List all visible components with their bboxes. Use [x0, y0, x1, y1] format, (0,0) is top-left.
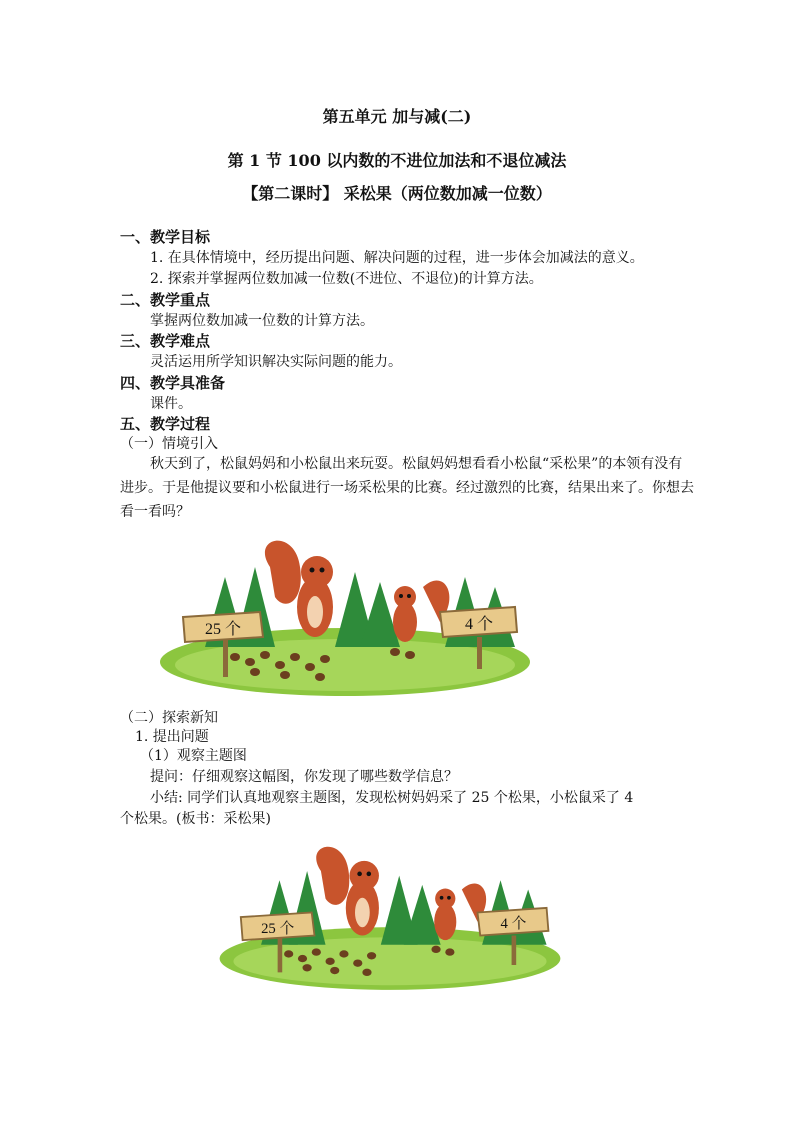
intro-heading: （一）情境引入 [120, 436, 218, 452]
key-heading: 二、教学重点 [120, 291, 211, 309]
squirrel-scene-image-1 [155, 527, 535, 697]
key-text: 掌握两位数加减一位数的计算方法。 [150, 313, 374, 329]
tools-text: 课件。 [150, 396, 192, 412]
section-title: 第 1 节 100 以内数的不进位加法和不退位减法 [227, 151, 567, 170]
intro-paragraph: 秋天到了，松鼠妈妈和小松鼠出来玩耍。松鼠妈妈想看看小松鼠“采松果”的本领有没有进步。于是他提议要和小松鼠进行一场采松果的比赛。经过激烈的比赛，结果出来了。你想去看一看吗？ [120, 456, 694, 520]
unit-title: 第五单元 加与减(二) [322, 107, 472, 126]
right-sign-label-2: 4 个 [500, 916, 527, 933]
squirrel-scene-image-2 [215, 830, 565, 995]
right-sign-label: 4 个 [464, 616, 494, 633]
step-1: 1. 提出问题 [135, 729, 209, 745]
goals-heading: 一、教学目标 [120, 228, 211, 246]
goal-item-1: 1. 在具体情境中，经历提出问题、解决问题的过程，进一步体会加减法的意义。 [150, 250, 644, 266]
step-1-1: （1）观察主题图 [140, 748, 247, 764]
left-sign-label: 25 个 [204, 621, 242, 638]
process-heading: 五、教学过程 [120, 415, 211, 433]
left-sign-label-2: 25 个 [261, 920, 295, 937]
explore-heading: （二）探索新知 [120, 710, 218, 726]
question-text: 提问：仔细观察这幅图，你发现了哪些数学信息？ [150, 769, 458, 785]
difficulty-heading: 三、教学难点 [120, 332, 211, 350]
summary-line-2: 个松果。(板书：采松果) [120, 811, 271, 827]
summary-line-1: 小结: 同学们认真地观察主题图，发现松树妈妈采了 25 个松果，小松鼠采了 4 [150, 790, 634, 806]
lesson-title: 【第二课时】 采松果（两位数加减一位数） [242, 184, 552, 203]
tools-heading: 四、教学具准备 [120, 374, 226, 392]
mother-squirrel [265, 541, 333, 637]
goal-item-2: 2. 探索并掌握两位数加减一位数(不进位、不退位)的计算方法。 [150, 271, 543, 287]
difficulty-text: 灵活运用所学知识解决实际问题的能力。 [150, 354, 402, 370]
